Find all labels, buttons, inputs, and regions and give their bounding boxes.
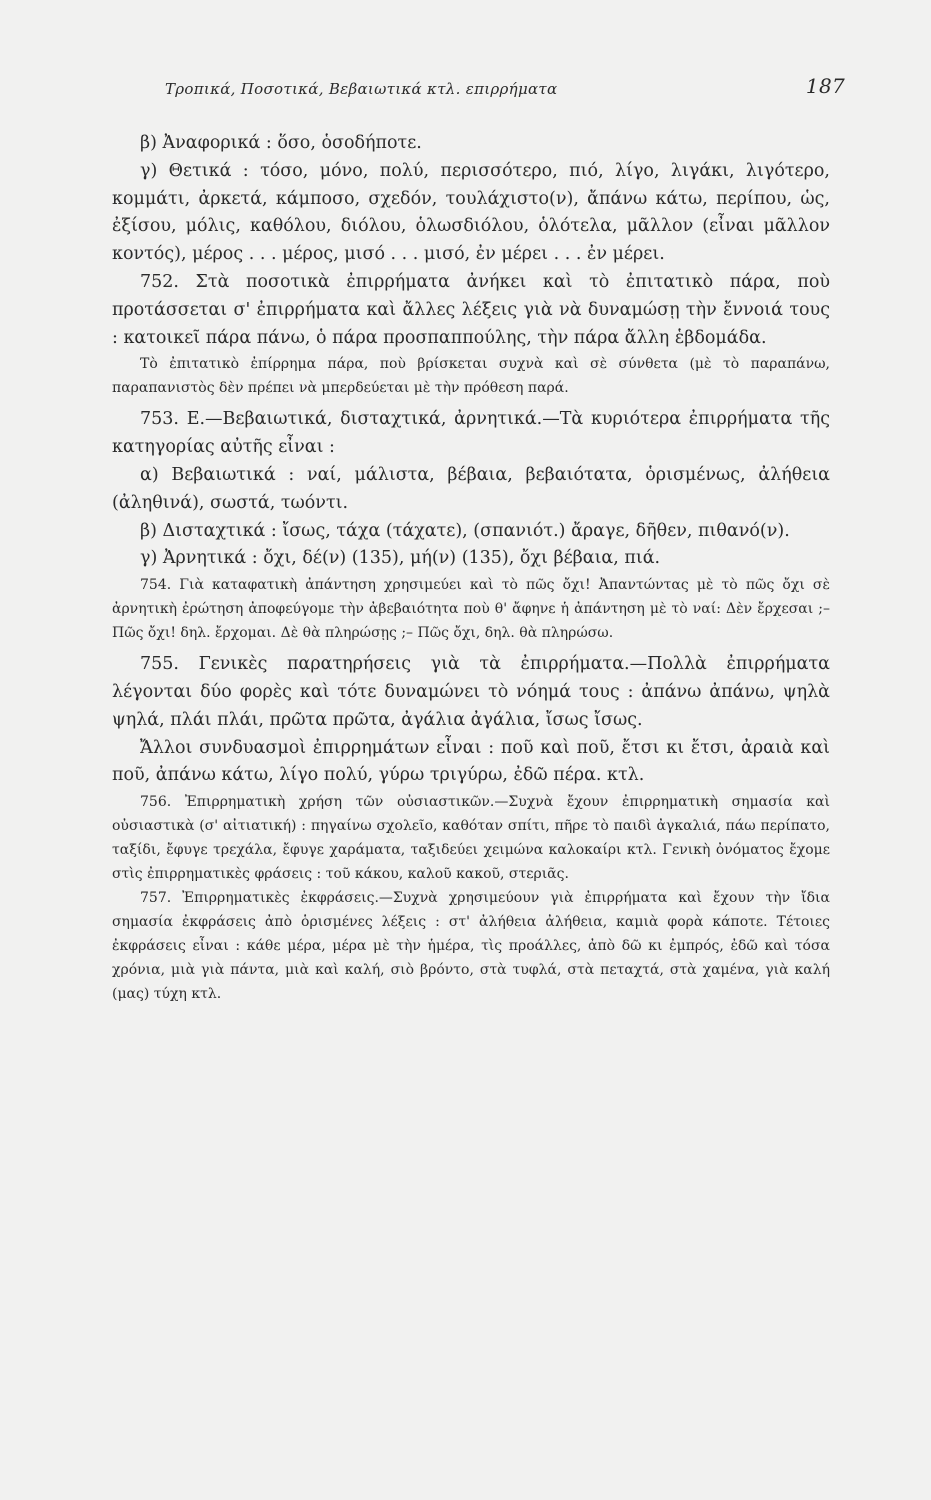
body-text (112, 130, 830, 1006)
paragraph-754: 754. Γιὰ καταφατικὴ ἀπάντηση χρησιμεύει καὶ τὸ πῶς ὄχι! Ἀπαντώντας μὲ τὸ πῶς ὄχι σὲ ἀρνητικὴ ἐρώτηση ἀποφεύγομε τὴν ἀβεβαιότητα ποὺ θ' ἄφηνε ἡ ἀπάντηση μὲ τὸ ναί: Δὲν ἔρχεσαι ;– Πῶς ὄχι! δηλ. ἔρχομαι. Δὲ θὰ πληρώσῃς ;– Πῶς ὄχι, δηλ. θὰ πληρώσω. (112, 577, 830, 642)
paragraph-arnitika: γ) Ἀρνητικά : ὄχι, δέ(ν) (135), μή(ν) (135), ὄχι βέβαια, πιά. (140, 548, 661, 569)
paragraph-755b: Ἄλλοι συνδυασμοὶ ἐπιρρημάτων εἶναι : ποῦ καὶ ποῦ, ἔτσι κι ἔτσι, ἀραιὰ καὶ ποῦ, ἀπάνω κάτω, λίγο πολύ, γύρω τριγύρω, ἐδῶ πέρα. κτλ. (112, 737, 830, 786)
paragraph-756: 756. Ἐπιρρηματικὴ χρήση τῶν οὐσιαστικῶν.—Συχνὰ ἔχουν ἐπιρρηματικὴ σημασία καὶ οὐσιαστικὰ (σ' αἰτιατική) : πηγαίνω σχολεῖο, καθόταν σπίτι, πῆρε τὸ παιδὶ ἀγκαλιά, πάω περίπατο, ταξίδι, ἔφυγε τρεχάλα, ἔφυγε χαράματα, ταξιδεύει χειμώνα καλοκαίρι κτλ. Γενικὴ ὀνόματος ἔχομε στὶς ἐπιρρηματικὲς φράσεις : τοῦ κάκου, καλοῦ κακοῦ, στεριᾶς. (112, 794, 830, 883)
paragraph-vevaiotika: α) Βεβαιωτικά : ναί, μάλιστα, βέβαια, βεβαιότατα, ὁρισμένως, ἀλήθεια (ἀληθινά), σωστά, τωόντι. (112, 464, 830, 513)
note-752: Τὸ ἐπιτατικὸ ἐπίρρημα πάρα, ποὺ βρίσκεται συχνὰ καὶ σὲ σύνθετα (μὲ τὸ παραπάνω, παραπανιστὸς δὲν πρέπει νὰ μπερδεύεται μὲ τὴν πρόθεση παρά. (112, 356, 830, 397)
paragraph-752: 752. Στὰ ποσοτικὰ ἐπιρρήματα ἀνήκει καὶ τὸ ἐπιτατικὸ πάρα, ποὺ προτάσσεται σ' ἐπιρρήματα καὶ ἄλλες λέξεις γιὰ νὰ δυναμώσῃ τὴν ἔννοιά τους : κατοικεῖ πάρα πάνω, ὁ πάρα προσπαππούλης, τὴν πάρα ἄλλη ἑβδομάδα. (112, 271, 830, 348)
paragraph-757: 757. Ἐπιρρηματικὲς ἐκφράσεις.—Συχνὰ χρησιμεύουν γιὰ ἐπιρρήματα καὶ ἔχουν τὴν ἴδια σημασία ἐκφράσεις ἀπὸ ὁρισμένες λέξεις : στ' ἀλήθεια ἀλήθεια, καμιὰ φορὰ κάποτε. Τέτοιες ἐκφράσεις εἶναι : κάθε μέρα, μέρα μὲ τὴν ἡμέρα, τὶς προάλλες, ἀπὸ δῶ κι ἐμπρός, ἐδῶ καὶ τόσα χρόνια, μιὰ γιὰ πάντα, μιὰ καὶ καλή, σιὸ βρόντο, στὰ τυφλά, στὰ πεταχτά, στὰ χαμένα, γιὰ καλή (μας) τύχη κτλ. (112, 890, 830, 1003)
paragraph-thetika: γ) Θετικά : τόσο, μόνο, πολύ, περισσότερο, πιό, λίγο, λιγάκι, λιγότερο, κομμάτι, ἀρκετά, κάμποσο, σχεδόν, τουλάχιστο(ν), ἄπάνω κάτω, περίπου, ὡς, ἐξίσου, μόλις, καθόλου, διόλου, ὁλωσδιόλου, ὁλότελα, μᾶλλον (εἶναι μᾶλλον κοντός), μέρος . . . μέρος, μισό . . . μισό, ἐν μέρει . . . ἐν μέρει. (112, 160, 830, 265)
paragraph-anaforika: β) Ἀναφορικά : ὅσο, ὁσοδήποτε. (140, 133, 422, 153)
running-header (165, 74, 845, 98)
paragraph-753: 753. Ε.—Βεβαιωτικά, δισταχτικά, ἀρνητικά.—Τὰ κυριότερα ἐπιρρήματα τῆς κατηγορίας αὐτῆς εἶναι : (112, 409, 830, 458)
paragraph-755: 755. Γενικὲς παρατηρήσεις γιὰ τὰ ἐπιρρήματα.—Πολλὰ ἐπιρρήματα λέγονται δύο φορὲς καὶ τότε δυναμώνει τὸ νόημά τους : ἀπάνω ἀπάνω, ψηλὰ ψηλά, πλάι πλάι, πρῶτα πρῶτα, ἀγάλια ἀγάλια, ἴσως ἴσως. (112, 654, 830, 730)
page-number: 187 (805, 74, 845, 98)
paragraph-distaxtika: β) Δισταχτικά : ἴσως, τάχα (τάχατε), (σπανιότ.) ἄραγε, δῆθεν, πιθανό(ν). (140, 520, 790, 541)
running-title: Τροπικά, Ποσοτικά, Βεβαιωτικά κτλ. επιρρήματα (165, 80, 558, 98)
